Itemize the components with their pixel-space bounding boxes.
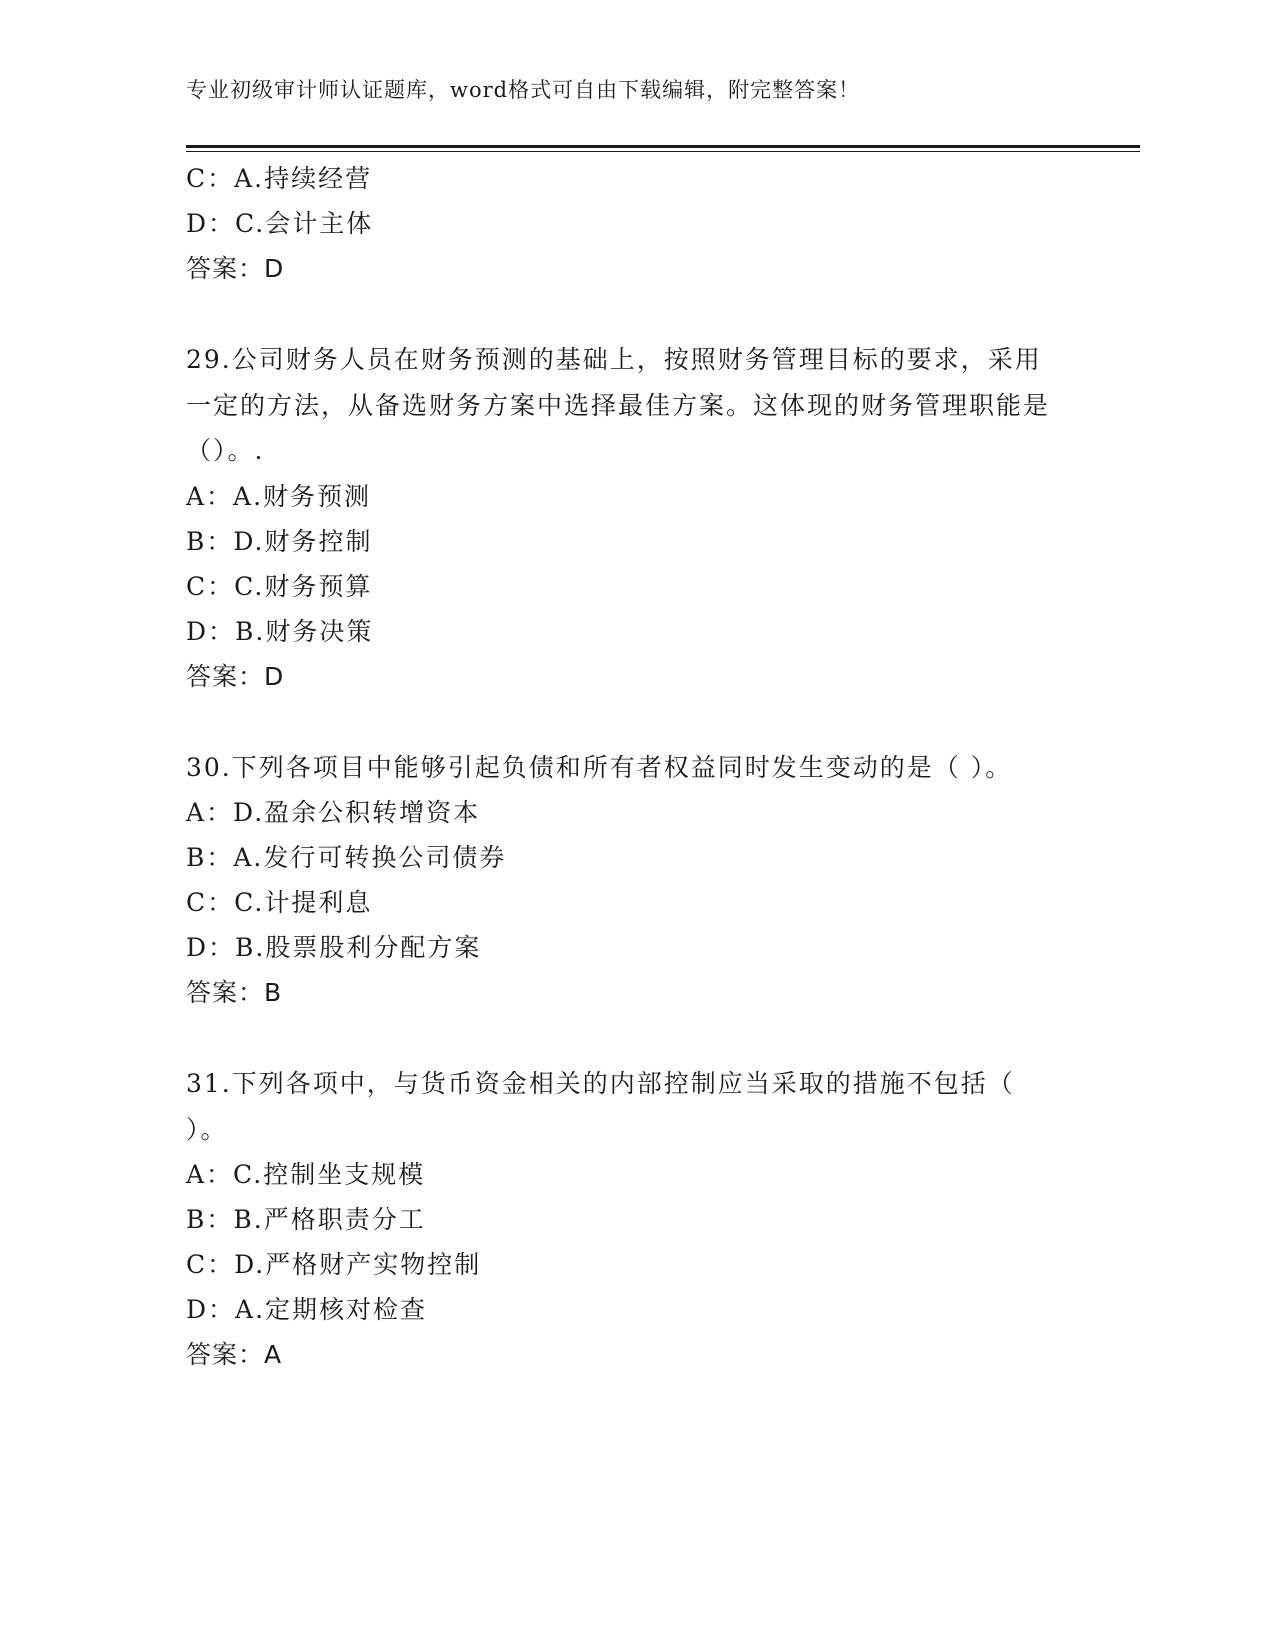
answer-line: 答案：D [186,254,285,283]
option-c: C：A.持续经营 [186,164,373,193]
question-29 [186,337,1066,699]
option-a: A：C.控制坐支规模 [186,1160,426,1189]
option-b: B：B.严格职责分工 [186,1205,426,1234]
option-a: A：D.盈余公积转增资本 [186,798,481,827]
question-text: 30.下列各项目中能够引起负债和所有者权益同时发生变动的是（ ）。 [186,752,1013,782]
answer-line: 答案：D [186,661,285,691]
option-c: C：D.严格财产实物控制 [186,1250,482,1279]
header-rule-thin [186,151,1140,152]
option-d: D：B.财务决策 [186,616,374,646]
page-header: 专业初级审计师认证题库，word格式可自由下载编辑，附完整答案！ [186,78,861,102]
question-text: 31.下列各项中，与货币资金相关的内部控制应当采取的措施不包括（ ）。 [186,1069,1015,1144]
option-d: D：A.定期核对检查 [186,1295,428,1324]
option-d: D：B.股票股利分配方案 [186,933,482,962]
answer-line: 答案：A [186,1340,283,1369]
document-body [186,156,1066,1377]
answer-line: 答案：B [186,978,283,1007]
option-c: C：C.计提利息 [186,888,373,917]
header-rule-thick [186,145,1140,148]
option-c: C：C.财务预算 [186,571,373,601]
option-d: D：C.会计主体 [186,209,374,238]
option-b: B：A.发行可转换公司债券 [186,843,507,872]
option-a: A：A.财务预测 [186,481,372,511]
question-text: 29.公司财务人员在财务预测的基础上，按照财务管理目标的要求，采用一定的方法，从备选财务方案中选择最佳方案。这体现的财务管理职能是（）。. [186,345,1051,465]
question-31 [186,1061,1066,1377]
option-b: B：D.财务控制 [186,526,373,556]
question-30 [186,745,1066,1016]
prev-question-block [186,156,1066,291]
